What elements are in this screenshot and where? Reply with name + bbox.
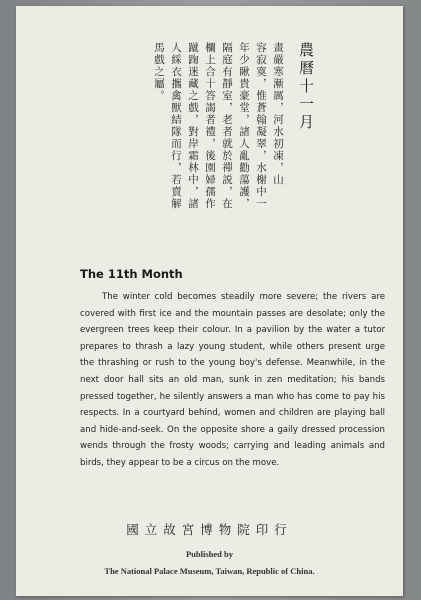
chinese-text-column: 人綵衣攜禽獸結隊而行，若賣解 [170, 42, 182, 210]
printed-card [16, 6, 403, 596]
published-by-label: Published by [185, 549, 233, 559]
chinese-text-block [150, 42, 317, 210]
chinese-text-column: 馬戲之屬。 [153, 42, 165, 102]
chinese-text-column: 欄上合十答謁者禮，後園婦孺作 [204, 42, 216, 210]
chinese-text-column: 年少瞅貴豪堂，諸人亂勸蕩護， [238, 42, 250, 210]
chinese-text-column: 容寂寞，惟蒼翰凝翠，水榭中一 [255, 42, 267, 210]
english-body-paragraph: The winter cold becomes steadily more severe; the rivers are covered with first ice and the mountain passes are desolate; only the evergreen trees keep their colour. In a pavilion by the water a tutor prepares to thrash a lazy young student, while others present urge the thrashing or rush to the young boy's defense. Meanwhile, in the next door hall sits an old man, sunk in zen meditation; his bands pressed together, he silently answers a man who has come to pay his respects. In a courtyard behind, women and children are playing ball and hide-and-seek. On the opposite shore a gaily dressed procession wends through the frosty woods; carrying and leading animals and birds, they appear to be a circus on the move. [80, 292, 385, 468]
publisher-chinese-name: 國立故宮博物院印行 [126, 522, 293, 537]
chinese-title: 農曆十一月 [297, 42, 315, 132]
chinese-text-column: 隔庭有靜室，老者就於禪説，在 [221, 42, 233, 210]
english-title: The 11th Month [80, 267, 183, 281]
chinese-text-column: 畫嚴寒漸厲，河水初凍，山 [272, 42, 284, 186]
chinese-text-column: 蹴踘迷藏之戲，對岸霜林中，諸 [187, 42, 199, 210]
publisher-english-name: The National Palace Museum, Taiwan, Republic of China. [104, 566, 315, 576]
